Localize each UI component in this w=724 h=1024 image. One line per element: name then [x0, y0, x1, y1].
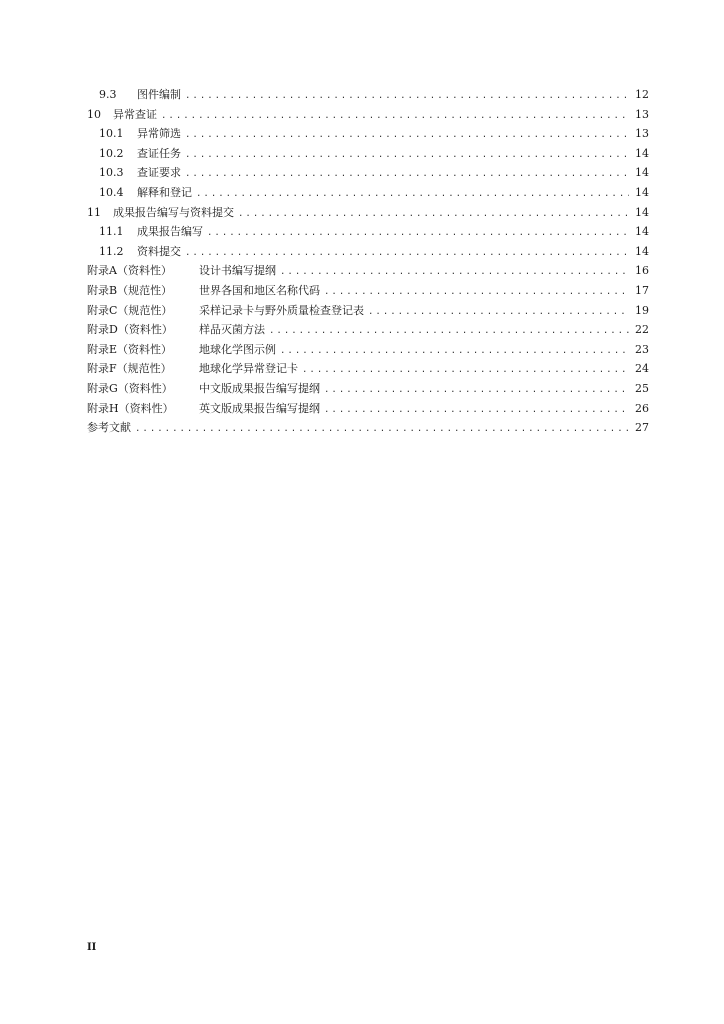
toc-dot-leader — [196, 185, 629, 204]
toc-title: 异常筛选 — [137, 127, 181, 141]
toc-entry-appendix-h[interactable] — [87, 400, 649, 420]
toc-title: 样品灭菌方法 — [199, 323, 265, 337]
appendix-heading: 附录G（资料性） — [87, 381, 173, 395]
toc-page-number: 13 — [635, 127, 649, 141]
toc-dot-leader — [368, 303, 629, 322]
table-of-contents — [87, 86, 649, 439]
toc-label — [87, 321, 265, 340]
toc-dot-leader — [302, 361, 629, 380]
toc-title: 中文版成果报告编写提纲 — [199, 381, 320, 395]
appendix-heading: 附录E（资料性） — [87, 342, 173, 356]
toc-page-number: 23 — [635, 342, 649, 356]
toc-label — [87, 302, 364, 321]
toc-page-number: 14 — [635, 146, 649, 160]
toc-entry[interactable] — [87, 223, 649, 243]
appendix-heading: 附录F（规范性） — [87, 362, 172, 376]
toc-label — [99, 145, 181, 164]
toc-label — [99, 184, 192, 203]
toc-label — [87, 204, 234, 223]
toc-section-number: 10.2 — [99, 146, 124, 160]
toc-page-number: 14 — [635, 185, 649, 199]
toc-dot-leader — [269, 322, 629, 341]
toc-dot-leader — [185, 126, 629, 145]
toc-page-number: 26 — [635, 401, 649, 415]
toc-section-number: 10.1 — [99, 127, 124, 141]
toc-dot-leader — [324, 283, 629, 302]
toc-page-number: 14 — [635, 166, 649, 180]
appendix-heading: 附录H（资料性） — [87, 401, 174, 415]
appendix-heading: 附录B（规范性） — [87, 283, 173, 297]
toc-label — [87, 360, 298, 379]
toc-entry-appendix-a[interactable] — [87, 262, 649, 282]
toc-page-number: 14 — [635, 205, 649, 219]
toc-page-number: 17 — [635, 283, 649, 297]
toc-dot-leader — [185, 146, 629, 165]
toc-entry-appendix-e[interactable] — [87, 341, 649, 361]
toc-page-number: 14 — [635, 225, 649, 239]
toc-title: 地球化学异常登记卡 — [199, 362, 298, 376]
toc-entry[interactable] — [87, 243, 649, 263]
toc-label — [99, 164, 181, 183]
toc-entry-appendix-f[interactable] — [87, 360, 649, 380]
toc-section-number: 11.1 — [99, 225, 124, 239]
toc-entry[interactable] — [87, 106, 649, 126]
toc-page-number: 24 — [635, 362, 649, 376]
toc-label — [87, 282, 320, 301]
footer-page-number: II — [87, 942, 97, 953]
appendix-heading: 附录A（资料性） — [87, 264, 172, 278]
toc-dot-leader — [207, 224, 629, 243]
toc-label — [87, 419, 131, 438]
toc-entry[interactable] — [87, 164, 649, 184]
toc-page-number: 12 — [635, 88, 649, 101]
toc-title: 资料提交 — [137, 244, 181, 258]
toc-section-number: 11.2 — [99, 244, 124, 258]
toc-title: 参考文献 — [87, 421, 131, 435]
toc-label — [87, 262, 276, 281]
toc-dot-leader — [238, 205, 629, 224]
toc-dot-leader — [280, 263, 629, 282]
toc-section-number: 9.3 — [99, 88, 117, 101]
toc-dot-leader — [185, 165, 629, 184]
toc-section-number: 10 — [87, 107, 101, 121]
toc-entry[interactable] — [87, 86, 649, 106]
toc-label — [99, 86, 181, 105]
toc-entry[interactable] — [87, 145, 649, 165]
toc-entry-appendix-b[interactable] — [87, 282, 649, 302]
toc-page-number: 13 — [635, 107, 649, 121]
toc-title: 查证任务 — [137, 146, 181, 160]
toc-label — [87, 106, 157, 125]
toc-dot-leader — [324, 381, 629, 400]
toc-title: 成果报告编写与资料提交 — [113, 205, 234, 219]
toc-title: 设计书编写提纲 — [199, 264, 276, 278]
appendix-heading: 附录C（规范性） — [87, 303, 173, 317]
toc-title: 解释和登记 — [137, 185, 192, 199]
toc-dot-leader — [161, 107, 629, 126]
toc-entry-appendix-g[interactable] — [87, 380, 649, 400]
toc-dot-leader — [324, 401, 629, 420]
toc-entry[interactable] — [87, 125, 649, 145]
toc-entry[interactable] — [87, 184, 649, 204]
toc-title: 地球化学图示例 — [199, 342, 276, 356]
toc-label — [99, 223, 203, 242]
toc-entry-references[interactable] — [87, 419, 649, 439]
toc-page-number: 25 — [635, 381, 649, 395]
toc-title: 图件编制 — [137, 88, 181, 101]
toc-title: 异常查证 — [113, 107, 157, 121]
toc-entry[interactable] — [87, 204, 649, 224]
toc-page-number: 19 — [635, 303, 649, 317]
toc-title: 采样记录卡与野外质量检查登记表 — [199, 303, 364, 317]
toc-title: 查证要求 — [137, 166, 181, 180]
toc-entry-appendix-d[interactable] — [87, 321, 649, 341]
toc-label — [87, 341, 276, 360]
toc-entry-appendix-c[interactable] — [87, 302, 649, 322]
toc-dot-leader — [280, 342, 629, 361]
toc-page-number: 27 — [635, 421, 649, 435]
toc-label — [99, 125, 181, 144]
toc-title: 世界各国和地区名称代码 — [199, 283, 320, 297]
toc-dot-leader — [185, 244, 629, 263]
toc-title: 英文版成果报告编写提纲 — [199, 401, 320, 415]
toc-label — [87, 400, 320, 419]
appendix-heading: 附录D（资料性） — [87, 323, 173, 337]
toc-section-number: 10.3 — [99, 166, 124, 180]
toc-page-number: 16 — [635, 264, 649, 278]
toc-label — [87, 380, 320, 399]
toc-dot-leader — [185, 87, 629, 106]
toc-page-number: 14 — [635, 244, 649, 258]
toc-section-number: 11 — [87, 205, 101, 219]
toc-label — [99, 243, 181, 262]
toc-section-number: 10.4 — [99, 185, 124, 199]
toc-dot-leader — [135, 420, 629, 439]
toc-page-number: 22 — [635, 323, 649, 337]
toc-title: 成果报告编写 — [137, 225, 203, 239]
